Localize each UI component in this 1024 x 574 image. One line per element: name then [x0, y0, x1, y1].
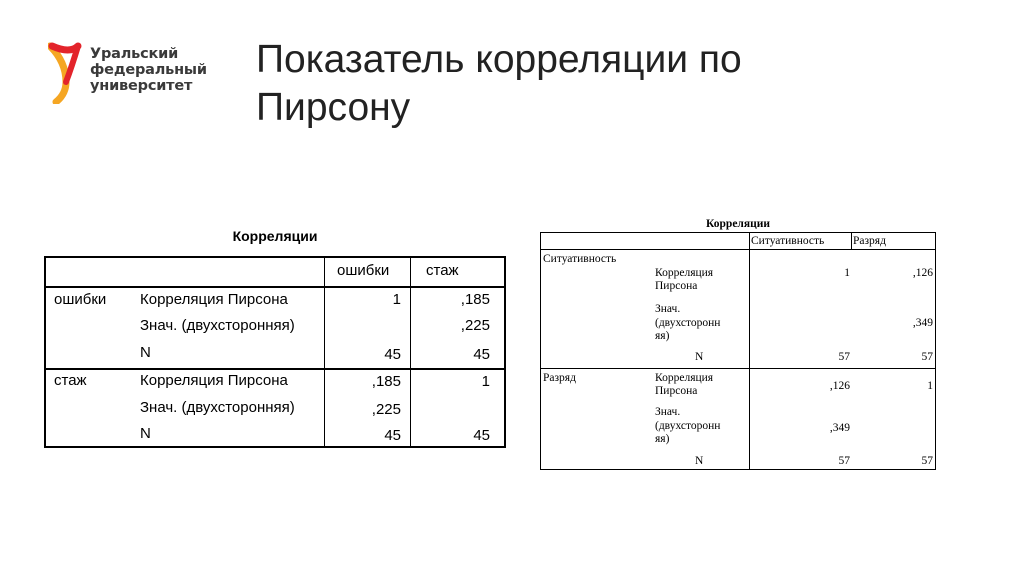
right-row-stat: яя)	[655, 433, 670, 445]
left-col-header: ошибки	[337, 262, 390, 279]
right-cell-value: ,126	[912, 267, 933, 279]
right-row-group-label: Ситуативность	[543, 253, 617, 265]
urfu-logo	[48, 42, 218, 104]
right-cell-value: ,349	[912, 317, 933, 329]
left-table-divider	[324, 258, 325, 446]
left-row-stat: N	[140, 425, 151, 442]
left-cell-value: ,185	[460, 291, 490, 308]
left-row-stat: Корреляция Пирсона	[140, 291, 288, 308]
right-row-stat: (двухсторонн	[655, 420, 721, 432]
left-cell-value: ,225	[371, 401, 401, 418]
left-row-group-label: стаж	[54, 372, 87, 389]
right-cell-value: 1	[927, 380, 933, 392]
left-table-caption: Корреляции	[232, 228, 318, 244]
right-table-divider	[749, 233, 750, 469]
right-row-stat: Пирсона	[655, 385, 698, 397]
right-cell-value: ,349	[829, 422, 850, 434]
left-row-group-label: ошибки	[54, 291, 107, 308]
right-row-stat: Корреляция	[655, 372, 714, 384]
right-row-stat: (двухсторонн	[655, 317, 721, 329]
logo-line-2: федеральный	[90, 62, 207, 78]
right-col-header: Разряд	[853, 235, 886, 247]
left-cell-value: ,185	[371, 373, 401, 390]
logo-line-1: Уральский	[90, 46, 179, 62]
slide-title: Показатель корреляции по Пирсону	[256, 38, 742, 129]
right-row-group-label: Разряд	[543, 372, 576, 384]
left-row-stat: N	[140, 344, 151, 361]
right-table-caption: Корреляции	[706, 218, 770, 230]
right-cell-value: 57	[921, 455, 933, 467]
right-row-stat: N	[695, 455, 704, 467]
right-cell-value: 1	[844, 267, 850, 279]
left-cell-value: ,225	[460, 317, 490, 334]
left-cell-value: 45	[473, 427, 490, 444]
right-table-group-separator	[541, 368, 935, 369]
right-cell-value: 57	[838, 351, 850, 363]
left-row-stat: Знач. (двухсторонняя)	[140, 399, 295, 416]
left-cell-value: 1	[481, 373, 490, 390]
right-correlation-table	[540, 232, 936, 470]
right-col-header: Ситуативность	[751, 235, 825, 247]
right-table-divider	[851, 233, 852, 249]
left-table-divider	[410, 258, 411, 446]
left-cell-value: 45	[384, 427, 401, 444]
left-cell-value: 45	[473, 346, 490, 363]
left-table-group-separator	[46, 368, 504, 370]
left-col-header: стаж	[426, 262, 459, 279]
right-cell-value: 57	[921, 351, 933, 363]
left-row-stat: Знач. (двухсторонняя)	[140, 317, 295, 334]
left-row-stat: Корреляция Пирсона	[140, 372, 288, 389]
left-correlation-table	[44, 256, 506, 448]
right-row-stat: Корреляция	[655, 267, 714, 279]
right-row-stat: Знач.	[655, 406, 681, 418]
urfu-logo-mark-icon	[48, 42, 82, 104]
right-row-stat: N	[695, 351, 704, 363]
right-row-stat: Пирсона	[655, 280, 698, 292]
right-row-stat: Знач.	[655, 303, 681, 315]
logo-line-3: университет	[90, 78, 193, 94]
right-cell-value: ,126	[829, 380, 850, 392]
left-cell-value: 1	[392, 291, 401, 308]
logo-wordmark	[90, 46, 207, 94]
right-cell-value: 57	[838, 455, 850, 467]
right-row-stat: яя)	[655, 330, 670, 342]
right-table-header-line	[541, 249, 935, 250]
left-cell-value: 45	[384, 346, 401, 363]
